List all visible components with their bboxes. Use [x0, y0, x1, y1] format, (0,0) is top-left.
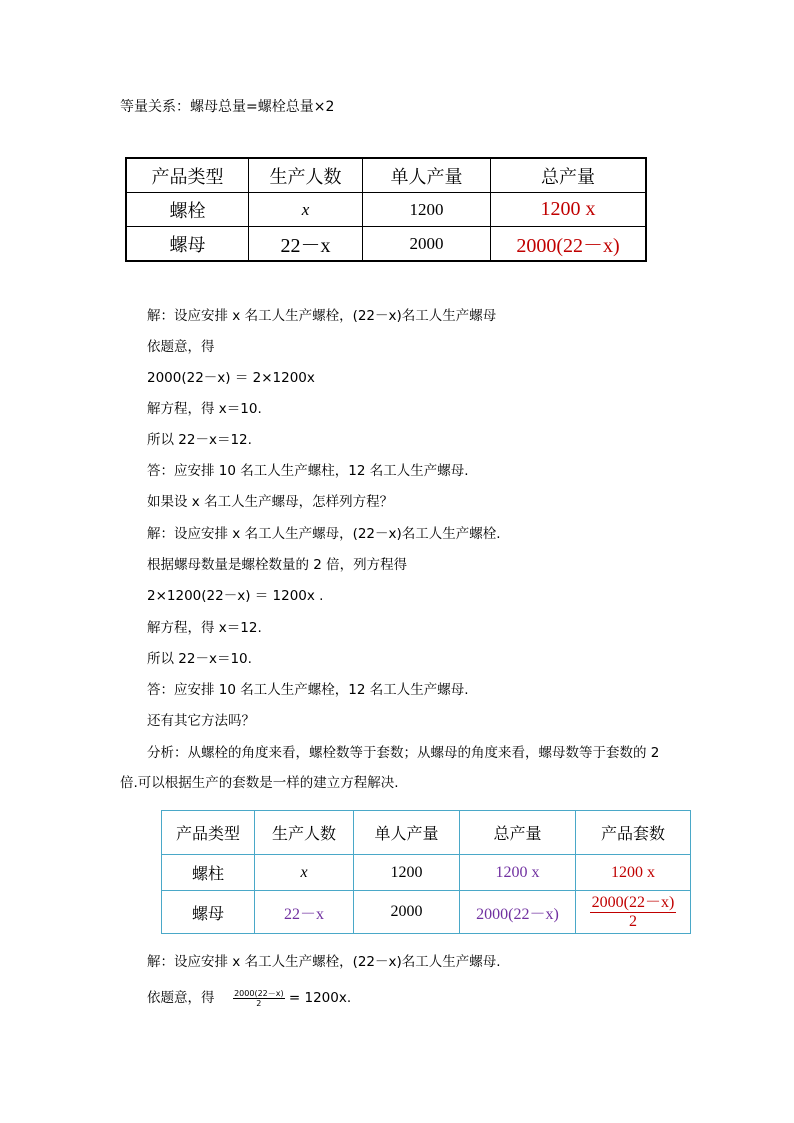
table-cell: 螺母 [126, 227, 249, 262]
solution1-equation: 2000(22－x) ＝ 2×1200x [147, 370, 315, 386]
solution2-step: 根据螺母数量是螺栓数量的 2 倍，列方程得 [147, 557, 408, 573]
solution1-solve: 解方程，得 x＝10. [147, 401, 262, 417]
header-cell: 产品类型 [162, 811, 255, 855]
equation-fraction [233, 989, 285, 1008]
solution3-intro: 解：设应安排 x 名工人生产螺栓，(22－x)名工人生产螺母. [147, 954, 501, 970]
solution3-equation [147, 988, 351, 1008]
header-cell: 单人产量 [363, 158, 491, 193]
header-cell: 生产人数 [255, 811, 354, 855]
table-1 [125, 157, 647, 262]
table-row [126, 193, 646, 227]
table-cell: 1200 x [576, 855, 691, 891]
fraction-numerator: 2000(22－x) [591, 893, 675, 911]
table-row [162, 855, 691, 891]
table-row [126, 227, 646, 262]
solution1-intro: 解：设应安排 x 名工人生产螺栓，(22－x)名工人生产螺母 [147, 308, 497, 324]
header-cell: 产品类型 [126, 158, 249, 193]
equation-rest: = 1200x. [288, 990, 352, 1006]
analysis-line-1: 分析：从螺栓的角度来看，螺栓数等于套数；从螺母的角度来看，螺母数等于套数的 2 [147, 745, 660, 761]
sets-fraction [590, 894, 677, 931]
table-cell: 1200 [354, 855, 460, 891]
table-cell: 2000 [354, 891, 460, 934]
table-cell: 1200 x [460, 855, 576, 891]
table-cell: 螺母 [162, 891, 255, 934]
header-cell: 总产量 [460, 811, 576, 855]
table-cell: 2000(22－x) [460, 891, 576, 934]
solution2-equation: 2×1200(22－x) ＝ 1200x . [147, 588, 324, 604]
solution2-answer: 答：应安排 10 名工人生产螺栓，12 名工人生产螺母. [147, 682, 469, 698]
solution2-intro: 解：设应安排 x 名工人生产螺母，(22－x)名工人生产螺栓. [147, 526, 501, 542]
table-cell: 螺柱 [162, 855, 255, 891]
table-row [162, 891, 691, 934]
fraction-denominator: 2 [256, 998, 262, 1008]
table-header-row [126, 158, 646, 193]
table-cell: 螺栓 [126, 193, 249, 227]
table-cell: 1200 x [491, 193, 647, 227]
solution1-so: 所以 22－x＝12. [147, 432, 252, 448]
analysis-line-2: 倍.可以根据生产的套数是一样的建立方程解决. [120, 775, 399, 791]
solution3-prefix: 依题意，得 [147, 990, 215, 1006]
table-cell: 1200 [363, 193, 491, 227]
header-cell: 总产量 [491, 158, 647, 193]
header-cell: 单人产量 [354, 811, 460, 855]
table-cell: 22－x [249, 227, 363, 262]
table-cell: x [249, 193, 363, 227]
header-cell: 产品套数 [576, 811, 691, 855]
question1: 如果设 x 名工人生产螺母，怎样列方程？ [147, 494, 394, 510]
table-header-row [162, 811, 691, 855]
fraction-numerator: 2000(22－x) [234, 988, 284, 998]
table-cell: 2000(22－x) [491, 227, 647, 262]
header-cell: 生产人数 [249, 158, 363, 193]
table-cell: 2000 [363, 227, 491, 262]
table-cell: x [255, 855, 354, 891]
solution1-step: 依题意，得 [147, 339, 215, 355]
table-cell [576, 891, 691, 934]
solution1-answer: 答：应安排 10 名工人生产螺柱，12 名工人生产螺母. [147, 463, 469, 479]
table-cell: 22－x [255, 891, 354, 934]
table-2 [161, 810, 691, 934]
question2: 还有其它方法吗？ [147, 713, 255, 729]
relation-text: 等量关系：螺母总量=螺栓总量×2 [120, 99, 335, 115]
solution2-solve: 解方程，得 x＝12. [147, 620, 262, 636]
solution2-so: 所以 22－x＝10. [147, 651, 252, 667]
fraction-denominator: 2 [628, 912, 637, 930]
